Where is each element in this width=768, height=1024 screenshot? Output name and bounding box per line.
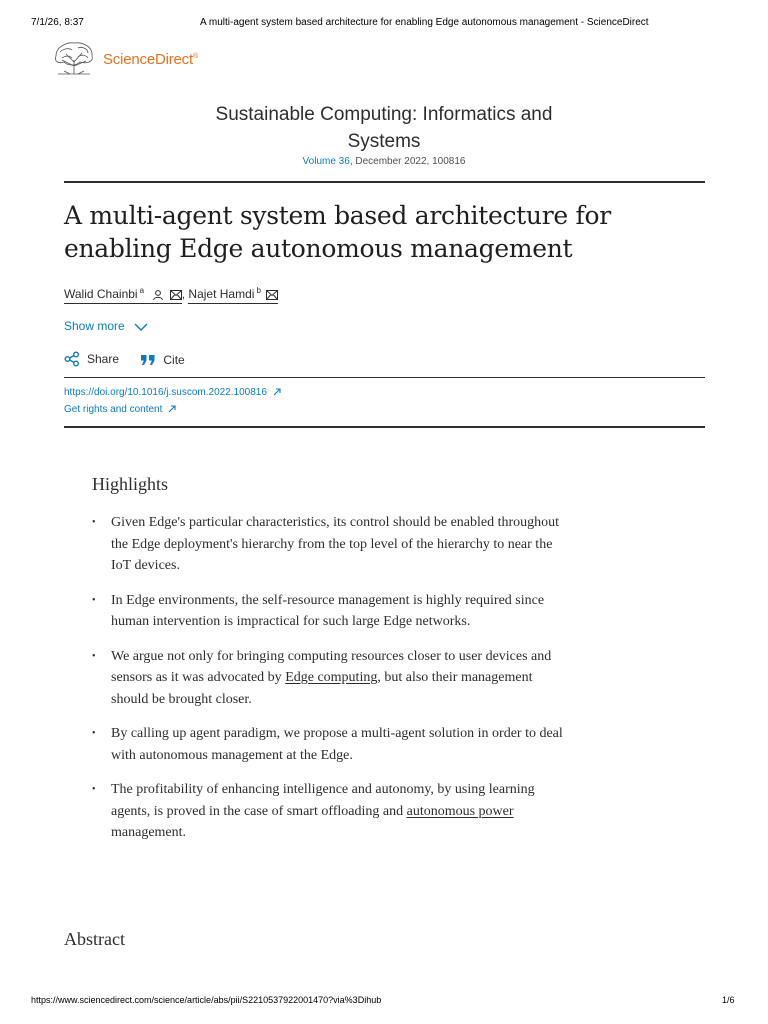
highlight-text: In Edge environments, the self-resource management is highly required since human intervention is impractical for such large Edge networks. [111, 592, 545, 629]
author-link[interactable] [64, 286, 182, 304]
autonomous-power-link[interactable]: autonomous power [406, 803, 514, 819]
author-affiliation: b [256, 286, 261, 295]
bullet: • [92, 517, 96, 528]
bullet: • [92, 650, 96, 662]
author-affiliation: a [139, 286, 145, 295]
bullet: • [92, 728, 96, 739]
highlights-list [92, 512, 572, 844]
author-separator: , [181, 287, 186, 301]
highlights-heading: Highlights [92, 474, 169, 494]
person-icon [152, 289, 164, 301]
highlight-text: Given Edge's particular characteristics, its control should be enabled throughout the Edge deployment's hierarchy from the top level of the hierarchy to near the IoT devices. [111, 515, 560, 573]
highlight-text: The profitability of enhancing intelligence and autonomy, by using learning agents, is proved in the case of smart offloading and [111, 782, 535, 819]
chevron-down-icon [134, 323, 148, 331]
bullet: • [92, 594, 96, 606]
mail-icon [266, 290, 278, 300]
highlight-text: We argue not only for bringing computing resources closer to user devices and sensors as it was advocated by [111, 648, 552, 685]
rights-text: Get rights and content [64, 404, 163, 415]
cite-button[interactable] [140, 353, 184, 367]
journal-title-line2: Systems [347, 131, 421, 152]
divider [64, 426, 705, 428]
external-link-icon [273, 388, 281, 396]
highlight-text: management. [111, 825, 187, 840]
highlight-item [92, 646, 572, 711]
author-name: Walid Chainbi [64, 287, 138, 301]
quote-icon [140, 353, 156, 367]
highlight-item [92, 590, 572, 633]
article-title [64, 199, 704, 265]
doi-text: https://doi.org/10.1016/j.suscom.2022.100816 [64, 387, 267, 398]
divider [64, 377, 705, 378]
journal-title-line1: Sustainable Computing: Informatics and [215, 104, 553, 125]
highlight-text: , but also their management should be brought closer. [111, 670, 533, 707]
article-title-line1: A multi-agent system based architecture for [64, 201, 611, 230]
share-button[interactable] [64, 351, 119, 367]
author-name: Najet Hamdi [188, 287, 255, 301]
highlight-item [92, 512, 572, 577]
issue-info [0, 156, 768, 167]
highlight-item [92, 723, 572, 766]
issue-date: , December 2022, 100816 [349, 156, 466, 167]
sciencedirect-brand[interactable] [103, 51, 198, 68]
show-more-label: Show more [64, 319, 125, 333]
elsevier-tree-logo[interactable] [50, 40, 98, 76]
edge-computing-link[interactable]: Edge computing [285, 670, 378, 685]
journal-title[interactable] [0, 101, 768, 155]
rights-link[interactable] [64, 404, 176, 415]
print-page-number: 1/6 [722, 995, 735, 1005]
mail-icon [170, 290, 182, 300]
author-link[interactable] [188, 286, 278, 304]
bullet: • [92, 784, 96, 795]
author-list [64, 286, 278, 304]
brand-mark: ® [192, 53, 198, 60]
abstract-heading: Abstract [64, 929, 125, 949]
top-divider [64, 181, 705, 183]
doi-link[interactable] [64, 387, 281, 398]
highlight-item [92, 779, 572, 844]
article-title-line2: enabling Edge autonomous management [64, 234, 573, 263]
cite-label: Cite [163, 353, 185, 367]
print-datetime: 7/1/26, 8:37 [31, 17, 84, 28]
share-label: Share [87, 352, 120, 366]
print-url: https://www.sciencedirect.com/science/article/abs/pii/S2210537922001470?via%3Dihub [31, 995, 382, 1005]
print-page-title: A multi-agent system based architecture for enabling Edge autonomous management - ScienceDirect [200, 17, 649, 28]
article-actions [64, 351, 203, 370]
share-icon [64, 351, 80, 367]
volume-link[interactable]: Volume 36 [302, 156, 350, 167]
brand-name: ScienceDirect [103, 51, 193, 68]
external-link-icon [168, 405, 176, 413]
show-more-button[interactable] [64, 319, 148, 333]
highlight-text: By calling up agent paradigm, we propose a multi-agent solution in order to deal with autonomous management at the Edge. [111, 726, 563, 763]
